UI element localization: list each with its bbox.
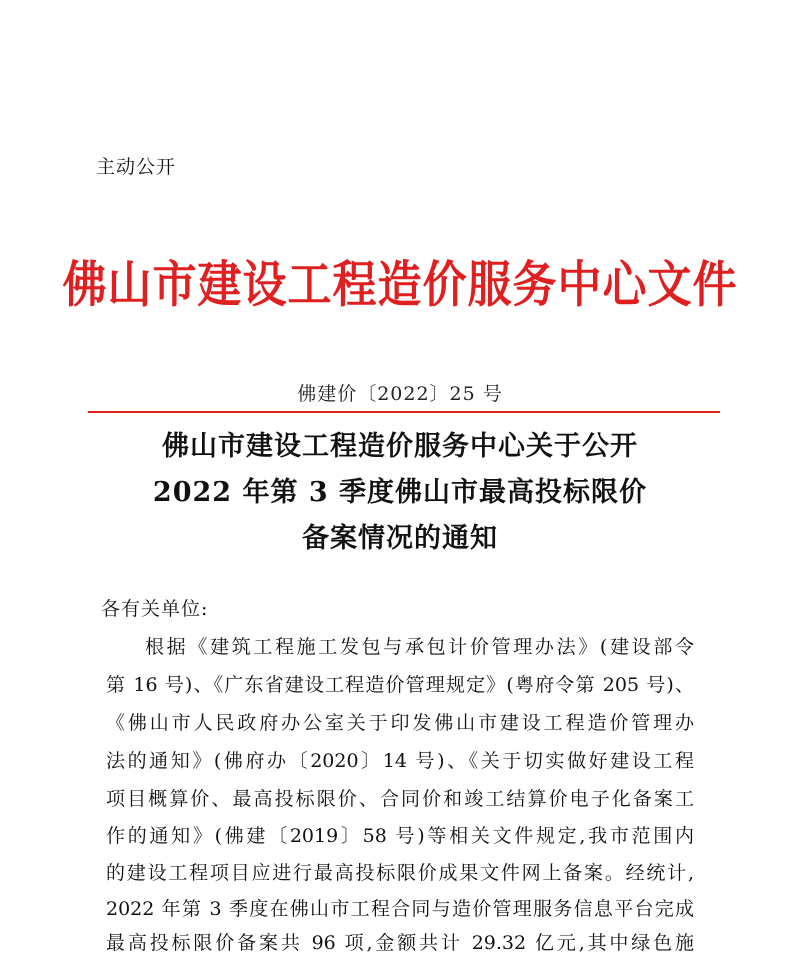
- body-line: 的建设工程项目应进行最高投标限价成果文件网上备案。经统计,: [106, 862, 694, 884]
- body-line: 最高投标限价备案共 96 项,金额共计 29.32 亿元,其中绿色施: [106, 932, 694, 954]
- body-line: 根据《建筑工程施工发包与承包计价管理办法》(建设部令: [145, 636, 694, 658]
- disclosure-label: 主动公开: [96, 156, 177, 178]
- notice-title-line-1: 佛山市建设工程造价服务中心关于公开: [162, 431, 638, 462]
- salutation: 各有关单位:: [101, 598, 209, 620]
- document-number: 佛建价〔2022〕25 号: [297, 383, 503, 405]
- body-line: 法的通知》(佛府办〔2020〕14 号)、《关于切实做好建设工程: [106, 750, 694, 772]
- body-line: 作的通知》(佛建〔2019〕58 号)等相关文件规定,我市范围内: [106, 825, 694, 847]
- red-divider-line: [88, 411, 720, 413]
- masthead-title: 佛山市建设工程造价服务中心文件: [62, 256, 738, 314]
- body-line: 第 16 号)、《广东省建设工程造价管理规定》(粤府令第 205 号)、: [106, 674, 694, 696]
- body-line: 《佛山市人民政府办公室关于印发佛山市建设工程造价管理办: [106, 712, 694, 734]
- body-line: 2022 年第 3 季度在佛山市工程合同与造价管理服务信息平台完成: [106, 898, 694, 920]
- notice-title-line-3: 备案情况的通知: [302, 523, 498, 554]
- notice-title-line-2: 2022 年第 3 季度佛山市最高投标限价: [152, 477, 648, 508]
- body-line: 项目概算价、最高投标限价、合同价和竣工结算价电子化备案工: [106, 788, 694, 810]
